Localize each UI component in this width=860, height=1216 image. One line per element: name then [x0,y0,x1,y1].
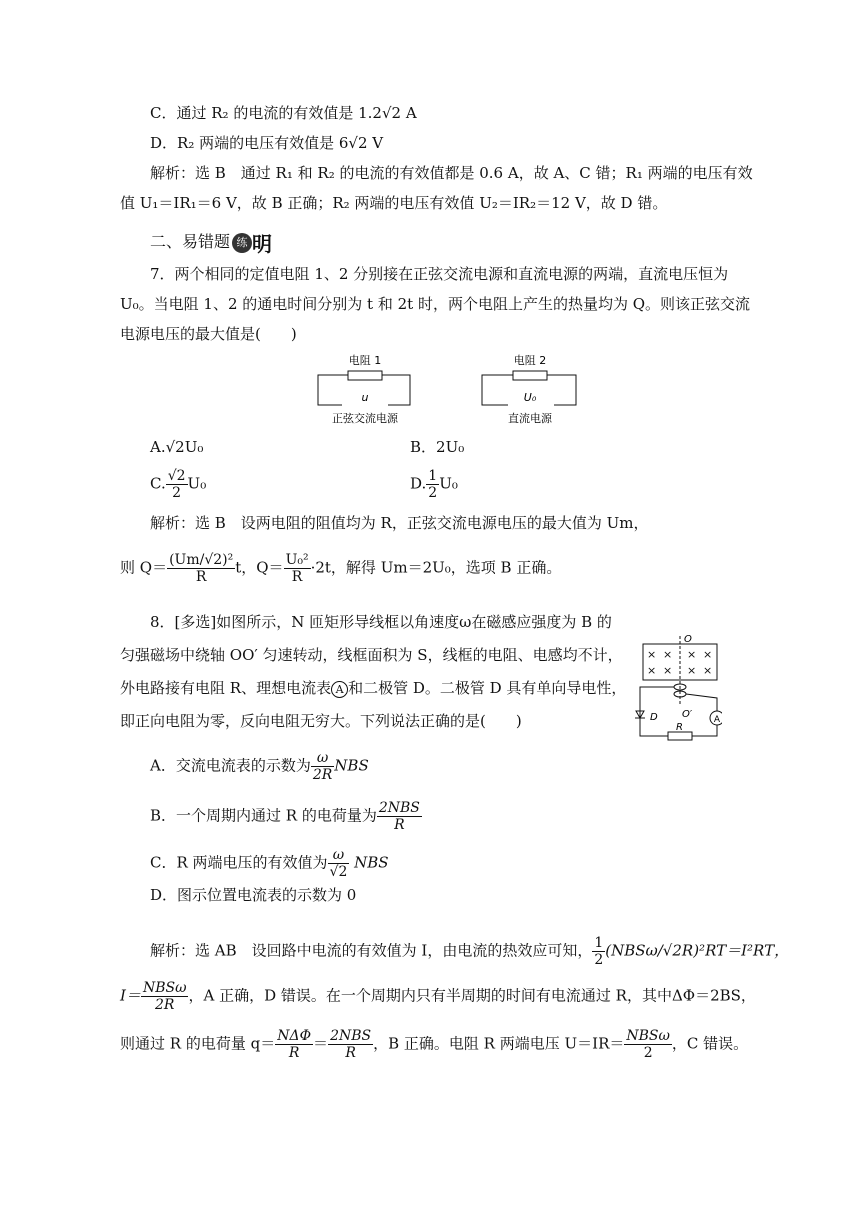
q8-solution-line2: I＝ $\frac{\text{NBSω}}{2R}$ ，A 正确，D 错误。在一个周期内只有半周期的时间有电流通过 R，其中ΔΦ＝2BS， [120,980,756,1013]
q8-rotating-coil-figure [632,630,722,742]
svg-text:×: × [687,648,697,661]
q8-line2: 匀强磁场中绕轴 OO′ 匀速转动，线框面积为 S，线框的电阻、电感均不计， [120,646,623,664]
ammeter-label: A [713,715,721,725]
svg-text:×: × [663,648,673,661]
svg-text:×: × [647,664,657,677]
q8-line4: 即正向电阻为零，反向电阻无穷大。下列说法正确的是( ) [120,712,522,730]
q8-option-d: D．图示位置电流表的示数为 0 [150,886,357,904]
q7-option-d: D. $\frac{1}{2}$ U₀ [410,468,458,501]
ac-source-label: 正弦交流电源 [332,412,398,425]
resistor-label: R [676,722,683,733]
q7-option-c: C. $\frac{√2}{2}$ U₀ [150,468,207,501]
svg-text:×: × [703,648,713,661]
q7-circuit-figure [310,350,590,430]
section-heading [150,228,272,257]
ammeter-symbol: A [331,681,348,698]
q6-option-c: C．通过 R₂ 的电流的有效值是 1.2√2 A [150,104,417,122]
q6-solution-line2: 值 U₁＝IR₁＝6 V，故 B 正确；R₂ 两端的电压有效值 U₂＝IR₂＝12 V，故 D 错。 [120,194,668,212]
q8-option-b: B．一个周期内通过 R 的电荷量为 $\frac{\text{2NBS}}{R}$ [150,800,420,833]
q7-option-a: A.√2U₀ [150,438,204,456]
ac-voltage-label: u [361,391,369,404]
svg-text:×: × [647,648,657,661]
q8-solution-line1: 解析：选 AB 设回路中电流的有效值为 I，由电流的热效应可知， $\frac{1}{2}$ (NBSω/√2R)²RT＝I²RT， [150,935,790,968]
q7-line1: 7．两个相同的定值电阻 1、2 分别接在正弦交流电源和直流电源的两端，直流电压恒为 [150,265,729,283]
section-title: 二、易错题 [150,232,231,251]
axis-label-o-prime: O′ [682,709,693,720]
dc-voltage-label: U₀ [523,391,537,404]
axis-label-o: O [684,634,692,645]
svg-text:×: × [703,664,713,677]
q7-solution-line1: 解析：选 B 设两电阻的阻值均为 R，正弦交流电源电压的最大值为 Um， [150,514,649,532]
resistor2-label: 电阻 2 [513,354,547,367]
section-badge-big: 明 [252,232,273,256]
q6-solution-line1: 解析：选 B 通过 R₁ 和 R₂ 的电流的有效值都是 0.6 A，故 A、C 错；R₁ 两端的电压有效 [150,164,753,182]
q7-line3: 电源电压的最大值是( ) [120,325,297,343]
resistor1-label: 电阻 1 [348,354,382,367]
svg-text:×: × [687,664,697,677]
circuit-dc [482,353,576,425]
q8-option-c: C．R 两端电压的有效值为 $\frac{\omega}{√2}$ NBS [150,847,389,880]
dc-source-label: 直流电源 [508,412,552,425]
svg-text:×: × [663,664,673,677]
q8-option-a: A．交流电流表的示数为 $\frac{\omega}{2R}$ NBS [150,750,369,783]
q7-solution-line2: 则 Q＝ $\frac{\text{(Um/√2)²}}{R}$ t，Q＝ $\frac{\text{U₀²}}{R}$ ·2t，解得 Um＝2U₀，选项 B 正确。 [120,552,562,585]
q6-option-d: D．R₂ 两端的电压有效值是 6√2 V [150,134,384,152]
q8-solution-line3: 则通过 R 的电荷量 q＝ $\frac{\text{NΔΦ}}{R}$ ＝ $\frac{\text{2NBS}}{R}$ ，B 正确。电阻 R 两端电压 U＝IR＝ $\frac{\text{NBSω}}{2}$ ，C 错误。 [120,1028,749,1061]
diode-label: D [650,712,658,723]
q7-line2: U₀。当电阻 1、2 的通电时间分别为 t 和 2t 时，两个电阻上产生的热量均为 Q。则该正弦交流 [120,295,751,313]
q8-line1: 8．[多选]如图所示，N 匝矩形导线框以角速度ω在磁感应强度为 B 的 [150,613,612,631]
q7-option-b: B．2U₀ [410,438,465,456]
q8-line3: 外电路接有电阻 R、理想电流表 A 和二极管 D。二极管 D 具有单向导电性， [120,679,627,697]
section-badge: 练 [232,233,252,253]
circuit-ac [318,353,410,425]
